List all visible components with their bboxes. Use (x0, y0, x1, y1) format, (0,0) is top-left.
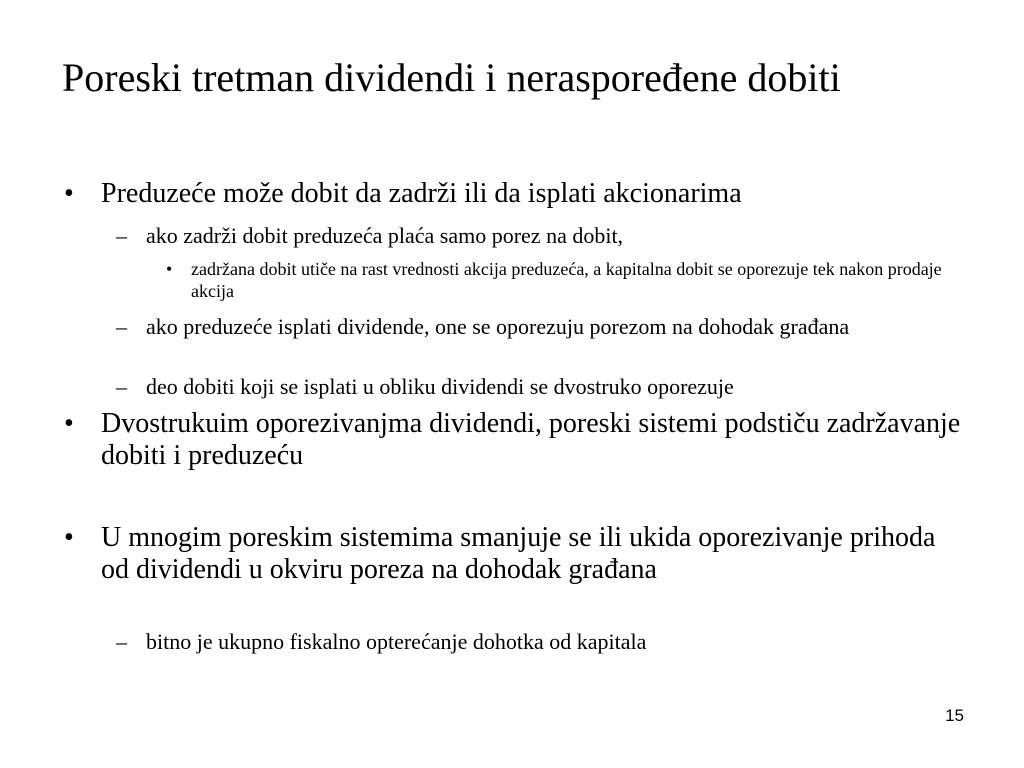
dash-marker: – (116, 374, 127, 399)
bullet-marker: • (64, 178, 74, 209)
bullet-marker: • (64, 522, 74, 553)
list-item (166, 258, 966, 302)
slide-title: Poreski tretman dividendi i neraspoređene dobiti (62, 55, 841, 100)
page-number: 15 (945, 706, 964, 725)
list-item-text: Preduzeće može dobit da zadrži ili da isplati akcionarima (101, 178, 742, 209)
list-item-text: zadržana dobit utiče na rast vrednosti akcija preduzeća, a kapitalna dobit se oporezuje tek nakon prodaje akcija (191, 259, 942, 301)
bullet-marker: • (166, 259, 173, 279)
list-item (116, 629, 966, 655)
list-item (64, 178, 964, 210)
list-item-text: ako zadrži dobit preduzeća plaća samo porez na dobit, (146, 223, 624, 248)
list-item-text: Dvostrukuim oporezivanjma dividendi, poreski sistemi podstiču zadržavanje dobiti i preduzeću (101, 408, 961, 471)
list-item (116, 374, 966, 400)
list-item (64, 408, 964, 472)
list-item-text: deo dobiti koji se isplati u obliku dividendi se dvostruko oporezuje (146, 374, 734, 399)
list-item-text: U mnogim poreskim sistemima smanjuje se ili ukida oporezivanje prihoda od dividendi u okviru poreza na dohodak građana (101, 522, 936, 585)
list-item (116, 223, 966, 249)
list-item-text: bitno je ukupno fiskalno opterećanje dohotka od kapitala (146, 629, 647, 654)
dash-marker: – (116, 629, 127, 654)
bullet-marker: • (64, 408, 74, 439)
list-item (116, 314, 966, 340)
dash-marker: – (116, 223, 127, 248)
list-item-text: ako preduzeće isplati dividende, one se oporezuju porezom na dohodak građana (146, 314, 850, 339)
dash-marker: – (116, 314, 127, 339)
list-item (64, 522, 964, 586)
